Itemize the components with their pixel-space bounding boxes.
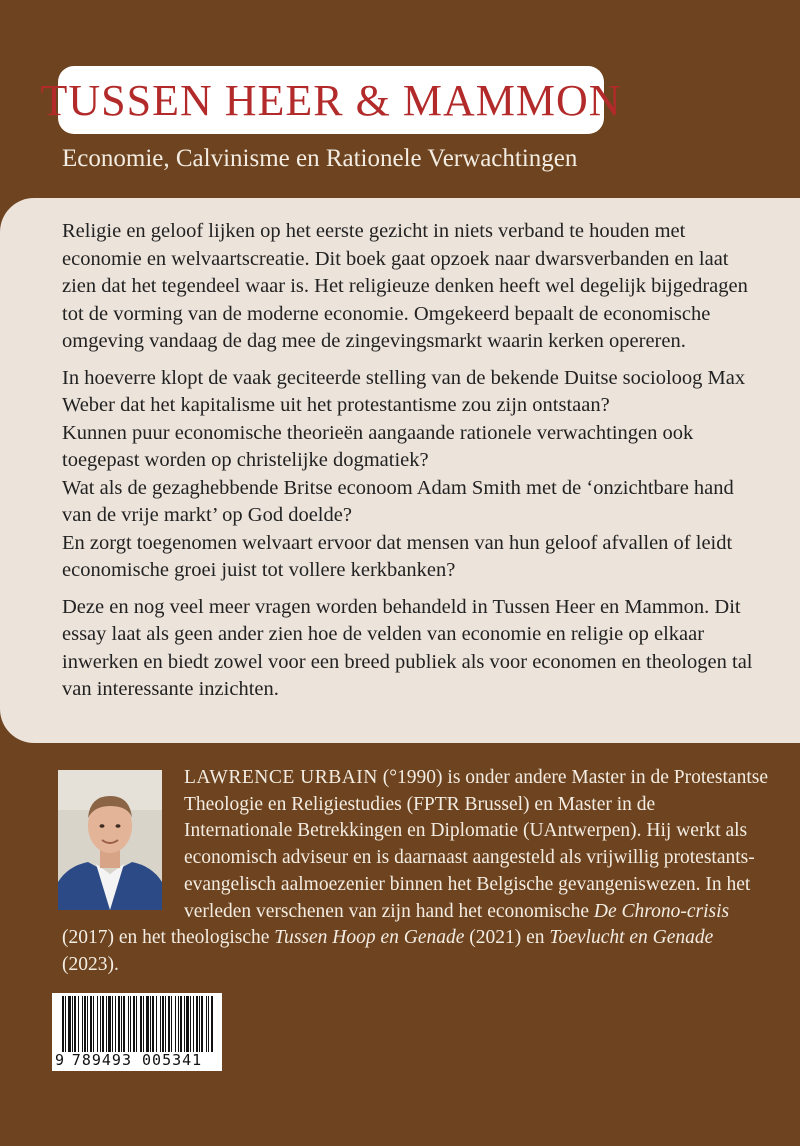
barcode-bar — [100, 996, 101, 1052]
barcode-bar — [165, 996, 166, 1052]
barcode-bar — [140, 996, 142, 1052]
blurb-panel — [0, 198, 800, 743]
blurb-paragraph-3: Deze en nog veel meer vragen worden behandeld in Tussen Heer en Mammon. Dit essay laat als geen ander zien hoe de velden van economie en religie op elkaar inwerken en biedt zowel voor een breed publiek als voor economen en theologen tal van interessante inzichten. — [62, 595, 753, 700]
barcode-bar — [175, 996, 176, 1052]
barcode-bar — [168, 996, 170, 1052]
book-title-toevlucht: Toevlucht en Genade — [549, 927, 714, 949]
barcode-bar — [130, 996, 131, 1052]
barcode-bar — [68, 996, 71, 1052]
book-subtitle: Economie, Calvinisme en Rationele Verwachtingen — [62, 145, 578, 172]
barcode-bar — [93, 996, 94, 1052]
barcode-bar — [112, 996, 113, 1052]
bio-text-2: (2017) en het theologische — [62, 927, 275, 949]
barcode-bar — [178, 996, 179, 1052]
author-bio — [62, 765, 768, 979]
book-title-tussen-hoop: Tussen Hoop en Genade — [274, 927, 465, 949]
barcode-bar — [102, 996, 104, 1052]
barcode-bar — [152, 996, 154, 1052]
barcode-bar — [143, 996, 144, 1052]
barcode-bar — [211, 996, 213, 1052]
barcode-bar — [136, 996, 137, 1052]
barcode-bar — [156, 996, 157, 1052]
title-box — [40, 66, 622, 134]
barcode-bar — [206, 996, 207, 1052]
barcode-bar — [62, 996, 64, 1052]
barcode-bar — [118, 996, 120, 1052]
barcode-bar — [121, 996, 122, 1052]
barcode-bar — [65, 996, 66, 1052]
barcode-bar — [160, 996, 161, 1052]
barcode-bar — [184, 996, 185, 1052]
bio-text-1: (°1990) is onder andere Master in de Protestantse Theologie en Religiestudies (FPTR Brussel) en Master in de Internationale Betrekkingen en Diplomatie (UAntwerpen). Hij werkt als economisch adviseur en is daarnaast aangesteld als vrijwillig protestants-evangelisch aalmoezenier binnen het Belgische gevangeniswezen. In het verleden verschenen van zijn hand het economische — [184, 767, 768, 922]
barcode-bar — [115, 996, 116, 1052]
blurb-question-4: En zorgt toegenomen welvaart ervoor dat mensen van hun geloof afvallen of leidt economische groei juist tot vollere kerkbanken? — [62, 531, 733, 581]
barcode — [52, 993, 222, 1071]
barcode-bar — [128, 996, 129, 1052]
barcode-bar — [78, 996, 79, 1052]
barcode-bar — [186, 996, 189, 1052]
barcode-bar — [108, 996, 111, 1052]
barcode-bar — [150, 996, 151, 1052]
book-title: TUSSEN HEER & MAMMON — [40, 75, 622, 125]
book-title-chrono-crisis: De Chrono-crisis — [593, 900, 730, 922]
photo-spacer — [62, 765, 166, 915]
barcode-bar — [74, 996, 76, 1052]
barcode-bar — [97, 996, 98, 1052]
barcode-bar — [208, 996, 209, 1052]
barcode-bar — [180, 996, 182, 1052]
author-name: LAWRENCE URBAIN — [184, 767, 378, 788]
barcode-bar — [123, 996, 125, 1052]
barcode-bar — [196, 996, 198, 1052]
barcode-bar — [72, 996, 73, 1052]
bio-text-3: (2021) en — [464, 927, 550, 949]
barcode-bar — [84, 996, 86, 1052]
bio-text-4: (2023). — [62, 953, 119, 975]
barcode-bar — [146, 996, 149, 1052]
barcode-bar — [201, 996, 203, 1052]
isbn-lead-digit: 9 — [55, 1051, 65, 1069]
barcode-bar — [106, 996, 107, 1052]
barcode-bar — [90, 996, 92, 1052]
barcode-bar — [82, 996, 83, 1052]
isbn-number: 789493 005341 — [71, 1051, 203, 1069]
barcode-bar — [133, 996, 135, 1052]
barcode-bar — [171, 996, 172, 1052]
barcode-bar — [190, 996, 191, 1052]
barcode-bar — [193, 996, 194, 1052]
blurb-question-1: In hoeverre klopt de vaak geciteerde stelling van de bekende Duitse socioloog Max Weber dat het kapitalisme uit het protestantisme zou zijn ontstaan? — [62, 366, 746, 416]
barcode-bars — [56, 996, 218, 1052]
barcode-bar — [162, 996, 164, 1052]
blurb-paragraph-1: Religie en geloof lijken op het eerste gezicht in niets verband te houden met economie en welvaartscreatie. Dit boek gaat opzoek naar dwarsverbanden en laat zien dat het tegendeel waar is. Het religieuze denken heeft wel degelijk bijgedragen tot de vorming van de moderne economie. Omgekeerd bepaalt de economische omgeving vandaag de dag mee de zingevingsmarkt waarin kerken opereren. — [62, 220, 748, 352]
barcode-bar — [199, 996, 200, 1052]
blurb-question-3: Wat als de gezaghebbende Britse econoom Adam Smith met de ‘onzichtbare hand van de vrije markt’ op God doelde? — [62, 476, 734, 526]
blurb-question-2: Kunnen puur economische theorieën aangaande rationele verwachtingen ook toegepast worden op christelijke dogmatiek? — [62, 421, 694, 471]
blurb-text — [62, 218, 767, 713]
barcode-bar — [87, 996, 88, 1052]
